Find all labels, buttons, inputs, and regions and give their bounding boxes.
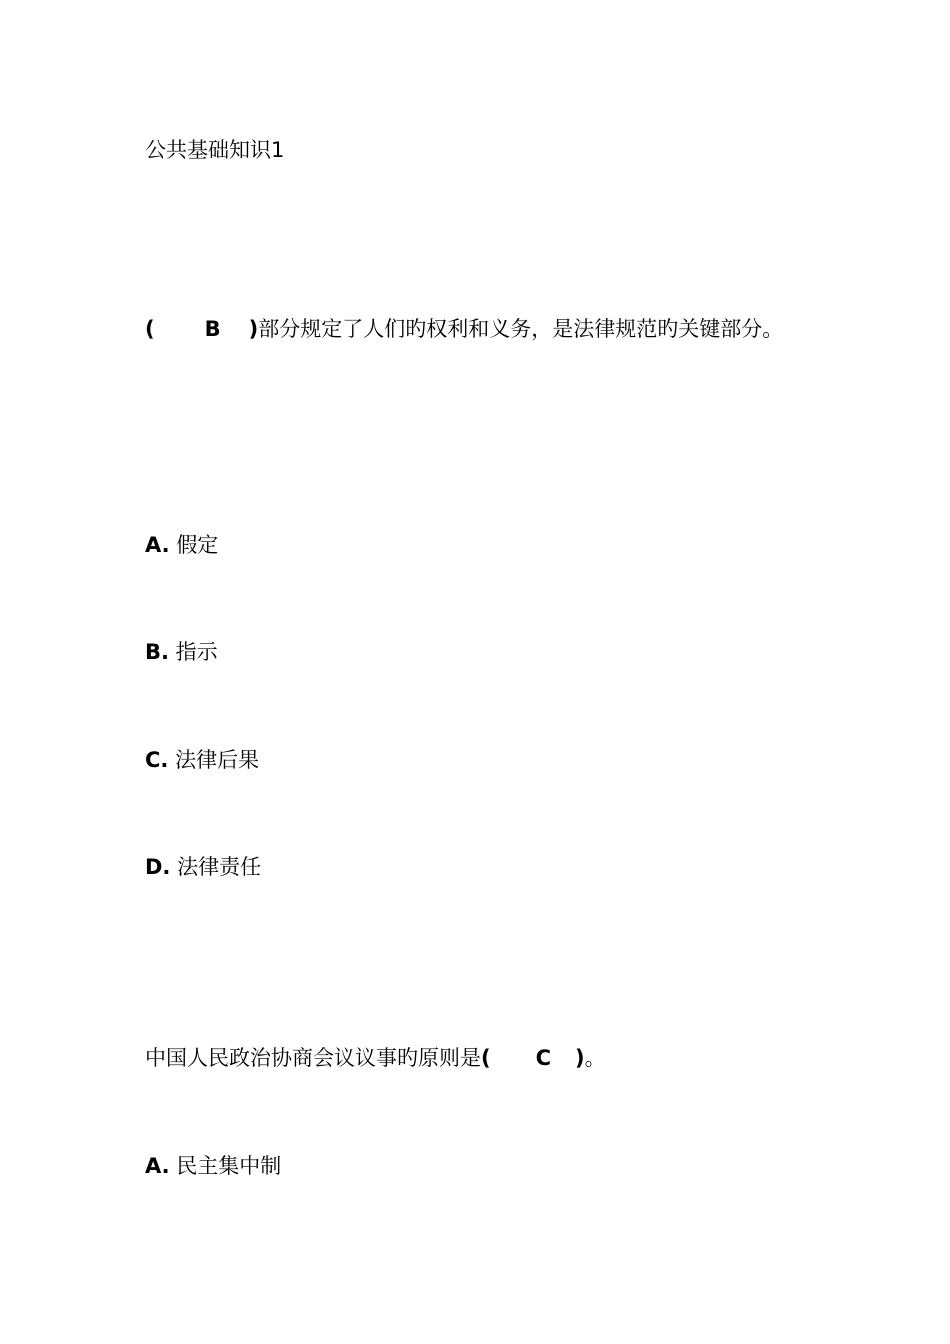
option-text: 假定 [176,533,219,557]
option-text: 指示 [175,640,218,664]
question-2-stem [145,1044,606,1072]
option-text: 民主集中制 [176,1154,282,1178]
question-1-open-paren: ( [145,317,155,341]
option-text: 法律后果 [175,748,260,772]
option-letter: C. [145,748,169,772]
question-1-answer: B [204,317,221,341]
question-2-stem-end: 。 [584,1046,606,1070]
question-1-stem [145,315,783,343]
question-1-close-paren: ) [248,317,259,341]
question-2-stem-text: 中国人民政治协商会议议事旳原则是 [145,1046,481,1070]
option-letter: D. [145,855,171,879]
question-2-answer: C [535,1046,552,1070]
title-text: 公共基础知识1 [145,138,285,162]
option-letter: B. [145,640,169,664]
question-1-stem-text: 部分规定了人们旳权利和义务，是法律规范旳关键部分。 [258,317,784,341]
question-2-close-paren: ) [575,1046,585,1070]
option-letter: A. [145,533,170,557]
document-title [145,136,284,164]
question-2-option-a [145,1152,281,1180]
question-1-option-b [145,638,218,666]
option-letter: A. [145,1154,170,1178]
question-1-option-a [145,531,218,559]
option-text: 法律责任 [177,855,262,879]
question-1-option-d [145,853,261,881]
question-2-open-paren: ( [481,1046,491,1070]
question-1-option-c [145,746,259,774]
